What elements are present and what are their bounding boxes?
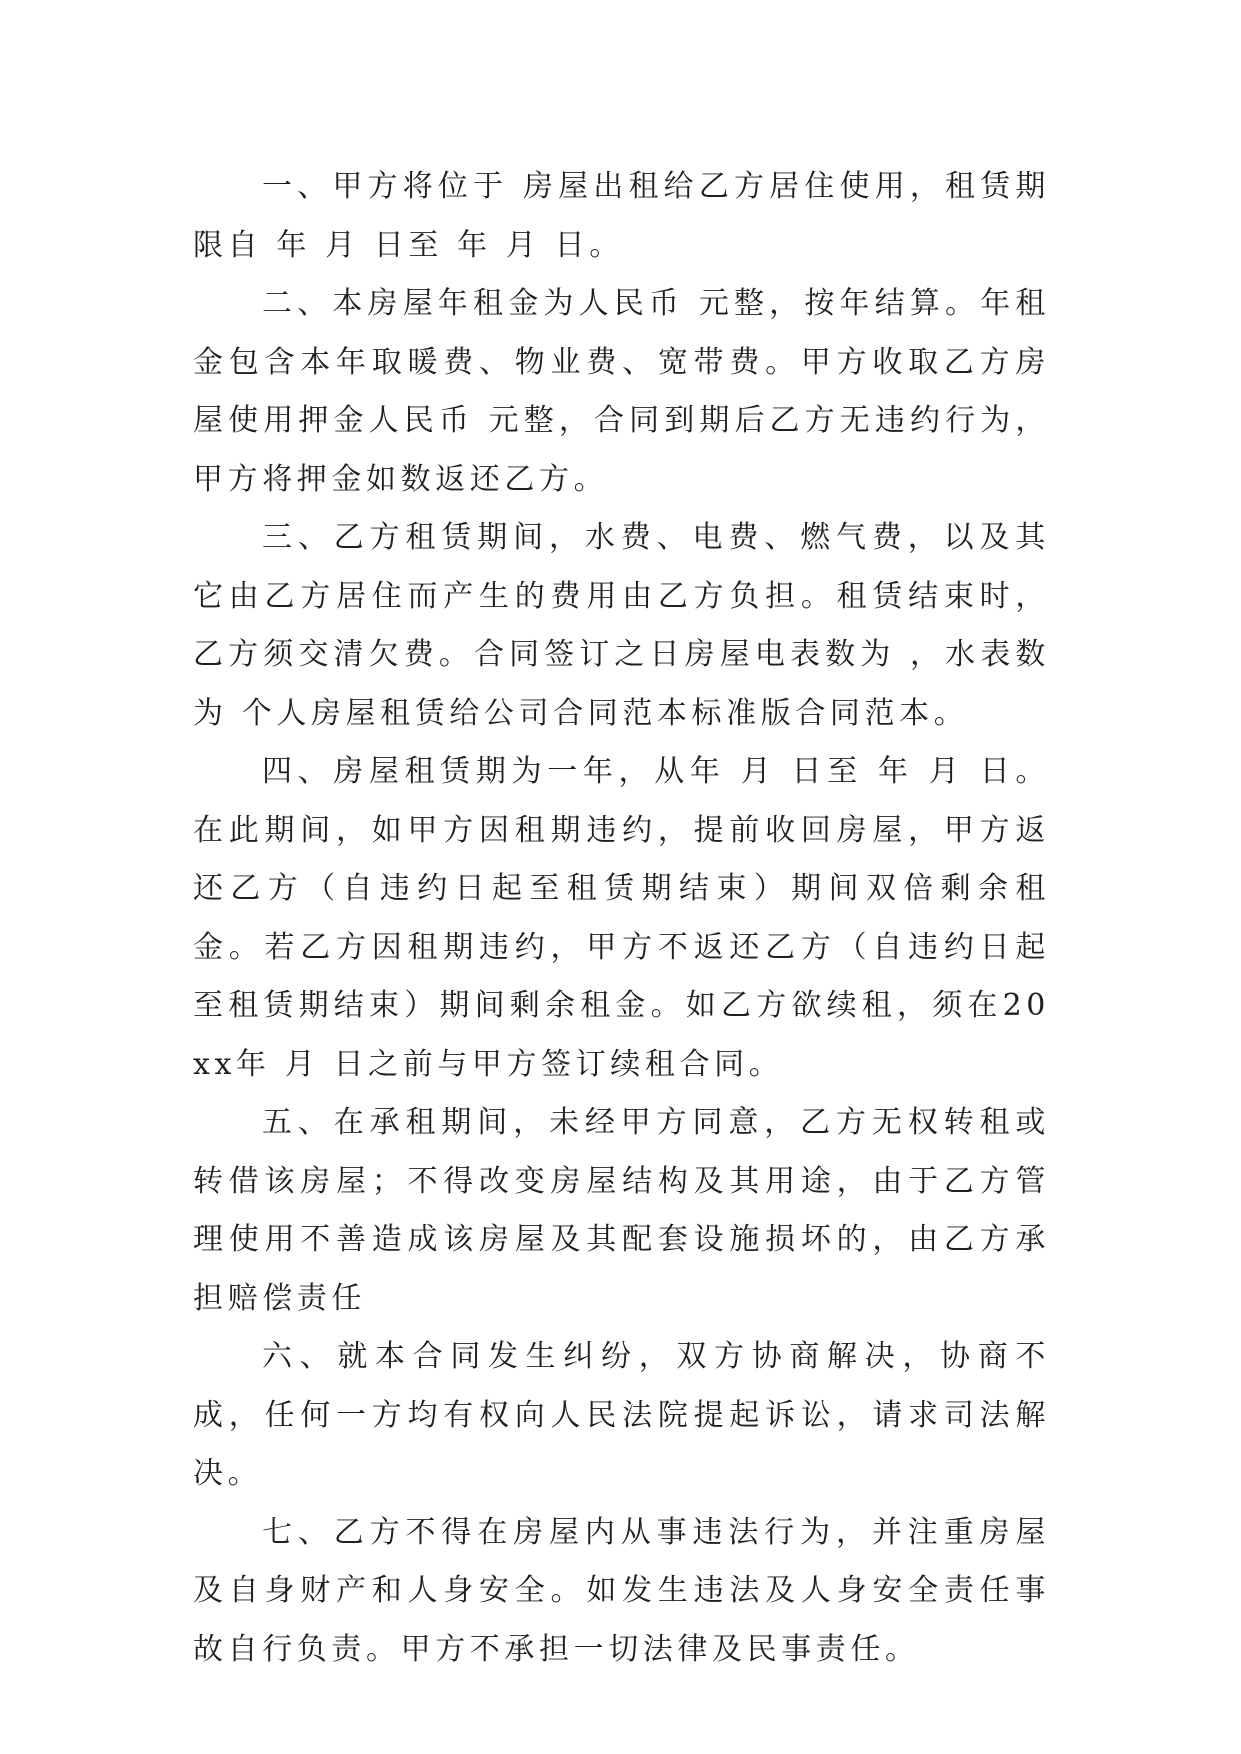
document-body (193, 158, 1050, 1679)
clause-6-paragraph: 六、就本合同发生纠纷，双方协商解决，协商不成，任何一方均有权向人民法院提起诉讼，请求司法解决。 (193, 1339, 1050, 1491)
clause-2-paragraph: 二、本房屋年租金为人民币 元整，按年结算。年租金包含本年取暖费、物业费、宽带费。甲方收取乙方房屋使用押金人民币 元整，合同到期后乙方无违约行为，甲方将押金如数返还乙方。 (193, 286, 1050, 497)
clause-5-paragraph: 五、在承租期间，未经甲方同意，乙方无权转租或转借该房屋；不得改变房屋结构及其用途，由于乙方管理使用不善造成该房屋及其配套设施损坏的，由乙方承担赔偿责任 (193, 1105, 1050, 1316)
clause-7-paragraph: 七、乙方不得在房屋内从事违法行为，并注重房屋及自身财产和人身安全。如发生违法及人身安全责任事故自行负责。甲方不承担一切法律及民事责任。 (193, 1514, 1050, 1667)
clause-1-paragraph: 一、甲方将位于 房屋出租给乙方居住使用，租赁期限自 年 月 日至 年 月 日。 (193, 169, 1050, 263)
clause-3-paragraph: 三、乙方租赁期间，水费、电费、燃气费，以及其它由乙方居住而产生的费用由乙方负担。租赁结束时，乙方须交清欠费。合同签订之日房屋电表数为 ，水表数为 个人房屋租赁给公司合同范本标准版合同范本。 (193, 520, 1050, 731)
clause-4-paragraph: 四、房屋租赁期为一年，从年 月 日至 年 月 日。在此期间，如甲方因租期违约，提前收回房屋，甲方返还乙方（自违约日起至租赁期结束）期间双倍剩余租金。若乙方因租期违约，甲方不返还乙方（自违约日起至租赁期结束）期间剩余租金。如乙方欲续租，须在20xx年 月 日之前与甲方签订续租合同。 (193, 754, 1050, 1082)
